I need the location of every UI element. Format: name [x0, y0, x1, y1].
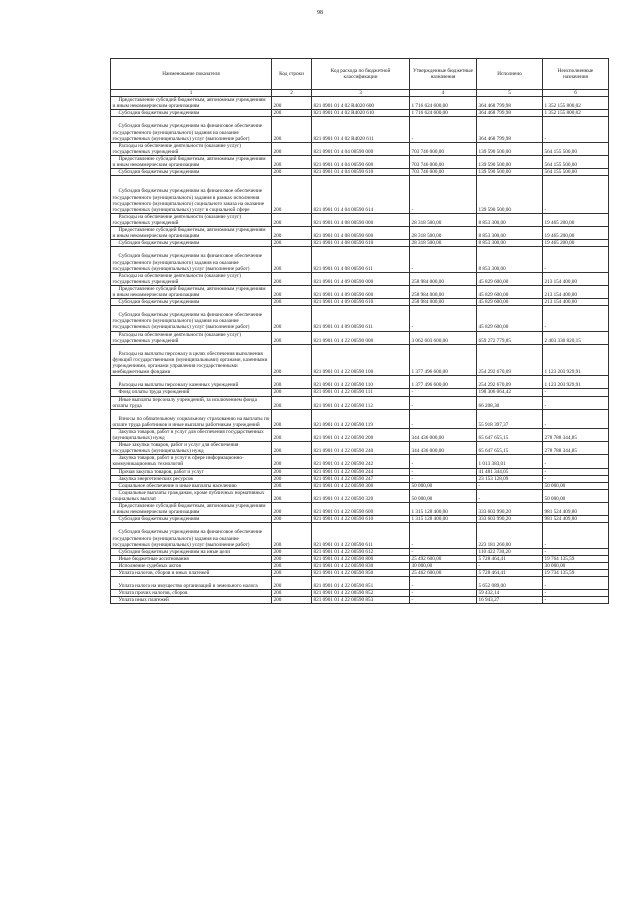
table-row	[111, 97, 609, 110]
table-row	[111, 247, 609, 272]
row-executed: 45 829 600,00	[477, 299, 543, 306]
row-executed: 59 432,14	[477, 590, 543, 597]
row-name: Предоставление субсидий бюджетным, автономным учреждениям и иным некоммерческим организациям	[111, 155, 272, 168]
row-executed: 1 013 383,01	[477, 455, 543, 468]
row-line-code: 200	[272, 475, 312, 482]
table-row	[111, 503, 609, 516]
table-row	[111, 306, 609, 331]
row-unexecuted: 19 465 200,00	[543, 227, 609, 240]
row-executed: 659 272 779,85	[477, 331, 543, 344]
table-row	[111, 240, 609, 247]
row-name: Уплата налога на имущество организаций и земельного налога	[111, 577, 272, 590]
table-row	[111, 155, 609, 168]
row-line-code: 200	[272, 562, 312, 569]
row-approved: 703 746 000,00	[410, 142, 477, 155]
row-line-code: 200	[272, 455, 312, 468]
row-name: Закупка товаров, работ и услуг для обеспечения государственных (муниципальных) нужд	[111, 429, 272, 442]
row-name: Субсидии бюджетным учреждениям на финансовое обеспечение государственного (муниципального) задания на оказание государственных (муниципальных) услуг (выполнение работ)	[111, 523, 272, 548]
row-unexecuted: -	[543, 306, 609, 331]
row-classification: 821 0901 01 4 22 00590 850	[312, 569, 410, 576]
budget-execution-table	[110, 58, 609, 604]
row-line-code: 200	[272, 176, 312, 214]
row-name: Субсидии бюджетным учреждениям	[111, 110, 272, 117]
row-approved: 703 746 000,00	[410, 169, 477, 176]
row-line-code: 200	[272, 569, 312, 576]
table-row	[111, 516, 609, 523]
row-executed: 364 468 799,98	[477, 117, 543, 142]
row-executed: 254 292 670,09	[477, 344, 543, 376]
row-name: Субсидии бюджетным учреждениям	[111, 169, 272, 176]
row-classification: 821 0901 01 4 22 00590 600	[312, 503, 410, 516]
row-unexecuted: 981 524 409,80	[543, 503, 609, 516]
row-executed: 66 208,30	[477, 396, 543, 409]
row-line-code: 200	[272, 272, 312, 285]
row-executed: 139 590 500,00	[477, 176, 543, 214]
row-unexecuted: 2 403 330 820,15	[543, 331, 609, 344]
row-approved: 50 000,00	[410, 489, 477, 502]
row-line-code: 200	[272, 489, 312, 502]
row-unexecuted: 19 465 200,00	[543, 213, 609, 226]
row-classification: 821 0901 01 4 09 00590 611	[312, 306, 410, 331]
row-unexecuted: 213 154 400,00	[543, 285, 609, 298]
row-name: Предоставление субсидий бюджетным, автономным учреждениям и иным некоммерческим организациям	[111, 97, 272, 110]
row-unexecuted: -	[543, 389, 609, 396]
row-approved: -	[410, 389, 477, 396]
row-approved: 28 318 500,00	[410, 240, 477, 247]
row-unexecuted: -	[543, 409, 609, 428]
row-classification: 821 0901 01 4 22 00590 851	[312, 577, 410, 590]
row-classification: 821 0901 01 4 22 00590 240	[312, 442, 410, 455]
row-approved: 258 984 000,00	[410, 272, 477, 285]
row-unexecuted: -	[543, 176, 609, 214]
row-line-code: 200	[272, 429, 312, 442]
row-approved: 1 377 496 600,00	[410, 376, 477, 389]
header-executed: Исполнено	[477, 59, 543, 90]
table-row	[111, 429, 609, 442]
row-approved: 1 716 624 600,00	[410, 97, 477, 110]
row-approved: 1 315 128 400,00	[410, 503, 477, 516]
row-unexecuted: 278 788 344,85	[543, 429, 609, 442]
row-name: Социальное обеспечение и иные выплаты населению	[111, 482, 272, 489]
row-classification: 821 0901 01 4 22 00590 111	[312, 389, 410, 396]
row-line-code: 200	[272, 155, 312, 168]
row-unexecuted: 564 155 500,00	[543, 169, 609, 176]
table-row	[111, 213, 609, 226]
row-line-code: 200	[272, 169, 312, 176]
row-line-code: 200	[272, 597, 312, 604]
row-classification: 821 0901 01 4 22 00590 611	[312, 523, 410, 548]
table-row	[111, 110, 609, 117]
row-approved: 344 436 000,00	[410, 442, 477, 455]
row-approved: 344 436 000,00	[410, 429, 477, 442]
table-row	[111, 475, 609, 482]
row-classification: 821 0901 01 4 02 R4020 600	[312, 97, 410, 110]
table-row	[111, 344, 609, 376]
row-line-code: 200	[272, 516, 312, 523]
row-classification: 821 0901 01 4 22 00590 830	[312, 562, 410, 569]
row-approved: 1 377 496 600,00	[410, 344, 477, 376]
row-name: Расходы на обеспечение деятельности (оказание услуг) государственных учреждений	[111, 142, 272, 155]
row-executed: 110 422 730,20	[477, 548, 543, 555]
row-name: Расходы на обеспечение деятельности (оказание услуг) государственных учреждений	[111, 213, 272, 226]
row-classification: 821 0901 01 4 09 00590 610	[312, 299, 410, 306]
table-row	[111, 468, 609, 475]
row-executed: 139 590 500,00	[477, 169, 543, 176]
row-approved: 703 746 000,00	[410, 155, 477, 168]
row-unexecuted: -	[543, 455, 609, 468]
row-executed: 65 647 655,15	[477, 442, 543, 455]
row-classification: 821 0901 01 4 04 00590 000	[312, 142, 410, 155]
row-executed: 8 853 300,00	[477, 213, 543, 226]
row-executed: 8 853 300,00	[477, 240, 543, 247]
row-line-code: 200	[272, 409, 312, 428]
column-index: 1	[111, 90, 272, 97]
row-unexecuted: 564 155 500,00	[543, 155, 609, 168]
row-approved: -	[410, 523, 477, 548]
row-approved: 25 492 600,00	[410, 555, 477, 562]
table-body	[111, 97, 609, 604]
row-line-code: 200	[272, 523, 312, 548]
row-line-code: 200	[272, 97, 312, 110]
row-unexecuted: 50 000,00	[543, 482, 609, 489]
row-line-code: 200	[272, 299, 312, 306]
row-classification: 821 0901 01 4 22 00590 119	[312, 409, 410, 428]
row-classification: 821 0901 01 4 04 00590 610	[312, 169, 410, 176]
row-line-code: 200	[272, 213, 312, 226]
row-name: Фонд оплаты труда учреждений	[111, 389, 272, 396]
row-unexecuted: 19 764 135,59	[543, 555, 609, 562]
row-unexecuted: -	[543, 523, 609, 548]
table-row	[111, 523, 609, 548]
row-executed: 23 153 128,09	[477, 475, 543, 482]
row-classification: 821 0901 01 4 22 00590 800	[312, 555, 410, 562]
row-line-code: 200	[272, 306, 312, 331]
row-unexecuted: -	[543, 475, 609, 482]
row-name: Расходы на выплаты персоналу казенных учреждений	[111, 376, 272, 389]
row-executed: 364 468 799,98	[477, 97, 543, 110]
table-row	[111, 142, 609, 155]
row-executed: -	[477, 489, 543, 502]
row-name: Субсидии бюджетным учреждениям на финансовое обеспечение государственного (муниципального) задания на оказание государственных (муниципальных) услуг (выполнение работ)	[111, 306, 272, 331]
row-unexecuted: -	[543, 577, 609, 590]
row-classification: 821 0901 01 4 22 00590 300	[312, 482, 410, 489]
row-name: Уплата прочих налогов, сборов	[111, 590, 272, 597]
table-row	[111, 389, 609, 396]
row-name: Расходы на обеспечение деятельности (оказание услуг) государственных учреждений	[111, 272, 272, 285]
row-classification: 821 0901 01 4 04 00590 614	[312, 176, 410, 214]
row-name: Субсидии бюджетным учреждениям на финансовое обеспечение государственного (муниципального) задания на оказание государственных (муниципальных) услуг (выполнение работ)	[111, 117, 272, 142]
row-line-code: 200	[272, 344, 312, 376]
row-approved: -	[410, 577, 477, 590]
row-executed: 16 943,27	[477, 597, 543, 604]
row-unexecuted: -	[543, 590, 609, 597]
row-executed: 364 468 799,98	[477, 110, 543, 117]
table-row	[111, 562, 609, 569]
row-unexecuted: 213 154 400,00	[543, 299, 609, 306]
row-approved: -	[410, 409, 477, 428]
row-classification: 821 0901 01 4 22 00590 100	[312, 344, 410, 376]
row-name: Закупка энергетических ресурсов	[111, 475, 272, 482]
table-row	[111, 590, 609, 597]
row-approved: -	[410, 548, 477, 555]
row-unexecuted: -	[543, 117, 609, 142]
row-executed: 5 728 464,41	[477, 555, 543, 562]
header-unexecuted: Неисполненные назначения	[543, 59, 609, 90]
row-approved: -	[410, 176, 477, 214]
row-classification: 821 0901 01 4 22 00590 612	[312, 548, 410, 555]
row-line-code: 200	[272, 555, 312, 562]
row-name: Исполнение судебных актов	[111, 562, 272, 569]
row-executed: 333 603 990,20	[477, 516, 543, 523]
row-name: Уплата налогов, сборов и иных платежей	[111, 569, 272, 576]
row-executed: 45 829 600,00	[477, 306, 543, 331]
table-row	[111, 548, 609, 555]
row-executed: 333 603 990,20	[477, 503, 543, 516]
row-approved: 258 984 000,00	[410, 285, 477, 298]
table-row	[111, 597, 609, 604]
table-row	[111, 227, 609, 240]
row-executed: 223 181 260,00	[477, 523, 543, 548]
row-executed: 8 853 300,00	[477, 227, 543, 240]
row-classification: 821 0901 01 4 22 00590 852	[312, 590, 410, 597]
column-index: 6	[543, 90, 609, 97]
table-row	[111, 555, 609, 562]
table-row	[111, 569, 609, 576]
row-classification: 821 0901 01 4 04 00590 600	[312, 155, 410, 168]
row-classification: 821 0901 01 4 22 00590 247	[312, 475, 410, 482]
row-unexecuted: 1 352 155 800,02	[543, 110, 609, 117]
row-unexecuted: 1 123 203 929,91	[543, 376, 609, 389]
row-unexecuted: -	[543, 597, 609, 604]
row-name: Иные бюджетные ассигнования	[111, 555, 272, 562]
header-name: Наименование показателя	[111, 59, 272, 90]
row-classification: 821 0901 01 4 22 00590 242	[312, 455, 410, 468]
row-name: Прочая закупка товаров, работ и услуг	[111, 468, 272, 475]
column-index: 2	[272, 90, 312, 97]
row-executed: 198 306 064,42	[477, 389, 543, 396]
row-classification: 821 0901 01 4 22 00590 110	[312, 376, 410, 389]
page-number: 98	[317, 10, 323, 16]
header-line-code: Код строки	[272, 59, 312, 90]
row-line-code: 200	[272, 503, 312, 516]
column-index: 3	[312, 90, 410, 97]
row-unexecuted: -	[543, 468, 609, 475]
table-row	[111, 285, 609, 298]
row-executed: 139 590 500,00	[477, 142, 543, 155]
header-row	[111, 59, 609, 90]
row-line-code: 200	[272, 389, 312, 396]
row-name: Расходы на обеспечение деятельности (оказание услуг) государственных учреждений	[111, 331, 272, 344]
row-classification: 821 0901 01 4 02 R4020 610	[312, 110, 410, 117]
header-approved: Утвержденные бюджетные назначения	[410, 59, 477, 90]
row-approved: 3 062 603 600,00	[410, 331, 477, 344]
row-executed: 5 728 464,41	[477, 569, 543, 576]
row-name: Социальные выплаты гражданам, кроме публичных нормативных социальных выплат	[111, 489, 272, 502]
row-classification: 821 0901 01 4 08 00590 610	[312, 240, 410, 247]
row-unexecuted: 278 788 344,85	[543, 442, 609, 455]
row-approved: 258 984 000,00	[410, 299, 477, 306]
row-unexecuted: 1 123 203 929,91	[543, 344, 609, 376]
row-unexecuted: 30 000,00	[543, 562, 609, 569]
row-name: Расходы на выплаты персоналу в целях обеспечения выполнения функций государственными (муниципальными) органами, казенными учреждениями, органами управления государственными внебюджетными фондами	[111, 344, 272, 376]
row-approved: 1 716 624 600,00	[410, 110, 477, 117]
row-approved: -	[410, 247, 477, 272]
row-unexecuted: 981 524 409,80	[543, 516, 609, 523]
row-name: Предоставление субсидий бюджетным, автономным учреждениям и иным некоммерческим организациям	[111, 227, 272, 240]
row-line-code: 200	[272, 117, 312, 142]
row-name: Субсидии бюджетным учреждениям	[111, 299, 272, 306]
row-approved: 30 000,00	[410, 562, 477, 569]
table-row	[111, 176, 609, 214]
column-index-row	[111, 90, 609, 97]
row-approved: -	[410, 396, 477, 409]
row-approved: -	[410, 475, 477, 482]
row-classification: 821 0901 01 4 22 00590 320	[312, 489, 410, 502]
row-line-code: 200	[272, 285, 312, 298]
row-executed: 65 647 655,15	[477, 429, 543, 442]
row-approved: -	[410, 455, 477, 468]
row-executed: 254 292 670,09	[477, 376, 543, 389]
row-classification: 821 0901 01 4 09 00590 000	[312, 272, 410, 285]
row-line-code: 200	[272, 247, 312, 272]
table-row	[111, 272, 609, 285]
row-line-code: 200	[272, 396, 312, 409]
row-unexecuted: 19 465 200,00	[543, 240, 609, 247]
row-approved: -	[410, 117, 477, 142]
row-name: Предоставление субсидий бюджетным, автономным учреждениям и иным некоммерческим организациям	[111, 285, 272, 298]
row-approved: 28 318 500,00	[410, 227, 477, 240]
row-line-code: 200	[272, 331, 312, 344]
row-unexecuted: 1 352 155 800,02	[543, 97, 609, 110]
table-row	[111, 331, 609, 344]
row-name: Субсидии бюджетным учреждениям на иные цели	[111, 548, 272, 555]
row-approved: 28 318 500,00	[410, 213, 477, 226]
row-name: Взносы по обязательному социальному страхованию на выплаты по оплате труда работников и иные выплаты работникам учреждений	[111, 409, 272, 428]
row-name: Уплата иных платежей	[111, 597, 272, 604]
row-classification: 821 0901 01 4 08 00590 000	[312, 213, 410, 226]
table-row	[111, 455, 609, 468]
row-line-code: 200	[272, 376, 312, 389]
row-classification: 821 0901 01 4 22 00590 112	[312, 396, 410, 409]
column-index: 5	[477, 90, 543, 97]
table-row	[111, 117, 609, 142]
row-approved: 1 315 128 400,00	[410, 516, 477, 523]
row-line-code: 200	[272, 548, 312, 555]
row-line-code: 200	[272, 227, 312, 240]
row-line-code: 200	[272, 110, 312, 117]
row-line-code: 200	[272, 590, 312, 597]
row-classification: 821 0901 01 4 02 R4020 611	[312, 117, 410, 142]
table-row	[111, 442, 609, 455]
row-name: Субсидии бюджетным учреждениям на финансовое обеспечение государственного (муниципального) задания на оказание государственных (муниципальных) услуг (выполнение работ)	[111, 247, 272, 272]
row-unexecuted: 50 000,00	[543, 489, 609, 502]
row-executed: 55 918 397,37	[477, 409, 543, 428]
row-classification: 821 0901 01 4 22 00590 610	[312, 516, 410, 523]
row-approved: -	[410, 597, 477, 604]
row-classification: 821 0901 01 4 08 00590 600	[312, 227, 410, 240]
table-row	[111, 396, 609, 409]
row-line-code: 200	[272, 240, 312, 247]
row-unexecuted: -	[543, 247, 609, 272]
row-approved: -	[410, 590, 477, 597]
row-approved: -	[410, 306, 477, 331]
row-approved: -	[410, 468, 477, 475]
row-line-code: 200	[272, 142, 312, 155]
row-name: Субсидии бюджетным учреждениям	[111, 240, 272, 247]
row-executed: 139 590 500,00	[477, 155, 543, 168]
row-approved: 25 462 600,00	[410, 569, 477, 576]
table-row	[111, 577, 609, 590]
row-executed: 45 829 600,00	[477, 285, 543, 298]
table-row	[111, 376, 609, 389]
row-line-code: 200	[272, 577, 312, 590]
row-classification: 821 0901 01 4 22 00590 853	[312, 597, 410, 604]
row-classification: 821 0901 01 4 09 00590 600	[312, 285, 410, 298]
row-unexecuted: 19 734 135,59	[543, 569, 609, 576]
row-executed: -	[477, 562, 543, 569]
row-name: Закупка товаров, работ и услуг в сфере информационно-коммуникационных технологий	[111, 455, 272, 468]
row-unexecuted: 564 155 500,00	[543, 142, 609, 155]
row-unexecuted: -	[543, 396, 609, 409]
row-classification: 821 0901 01 4 22 00590 244	[312, 468, 410, 475]
table-row	[111, 409, 609, 428]
table-row	[111, 482, 609, 489]
row-line-code: 200	[272, 468, 312, 475]
row-name: Предоставление субсидий бюджетным, автономным учреждениям и иным некоммерческим организациям	[111, 503, 272, 516]
row-classification: 821 0901 01 4 08 00590 611	[312, 247, 410, 272]
row-executed: 8 853 300,00	[477, 247, 543, 272]
table-row	[111, 169, 609, 176]
row-executed: 41 481 344,05	[477, 468, 543, 475]
row-executed: 45 829 600,00	[477, 272, 543, 285]
row-classification: 821 0901 01 4 22 00590 000	[312, 331, 410, 344]
row-approved: 50 000,00	[410, 482, 477, 489]
column-index: 4	[410, 90, 477, 97]
table-row	[111, 489, 609, 502]
row-name: Иные выплаты персоналу учреждений, за исключением фонда оплаты труда	[111, 396, 272, 409]
row-name: Субсидии бюджетным учреждениям	[111, 516, 272, 523]
header-classification: Код расхода по бюджетной классификации	[312, 59, 410, 90]
table-row	[111, 299, 609, 306]
row-executed: -	[477, 482, 543, 489]
row-name: Иные закупки товаров, работ и услуг для обеспечения государственных (муниципальных) нужд	[111, 442, 272, 455]
row-executed: 5 652 089,00	[477, 577, 543, 590]
row-unexecuted: -	[543, 548, 609, 555]
row-line-code: 200	[272, 482, 312, 489]
row-name: Субсидии бюджетным учреждениям на финансовое обеспечение государственного (муниципального) задания в рамках исполнения государственного (муниципального) социального заказа на оказание государственных (муниципальных) услуг в социальной сфере	[111, 176, 272, 214]
row-classification: 821 0901 01 4 22 00590 200	[312, 429, 410, 442]
row-line-code: 200	[272, 442, 312, 455]
row-unexecuted: 213 154 400,00	[543, 272, 609, 285]
